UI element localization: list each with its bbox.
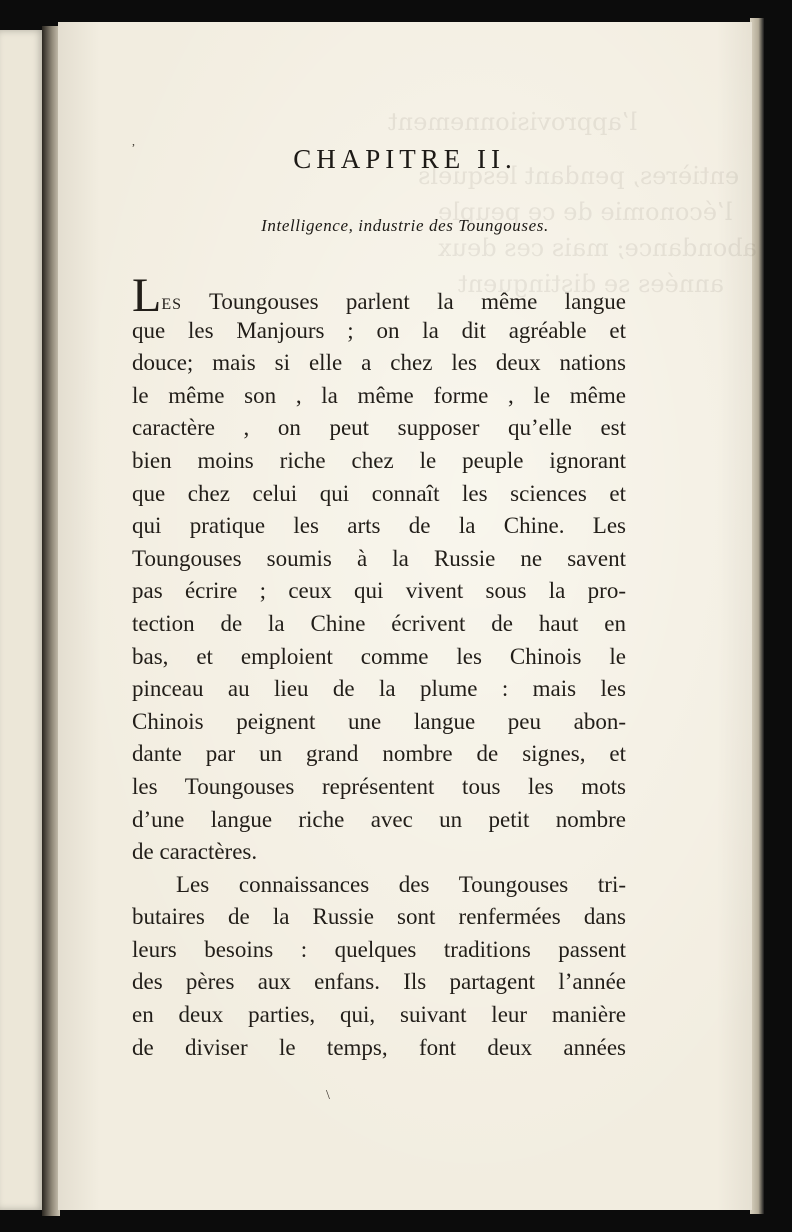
text-line: que les Manjours ; on la dit agréable et xyxy=(132,317,626,343)
text-line: bien moins riche chez le peuple ignorant xyxy=(132,447,626,473)
text-line: de caractères. xyxy=(132,839,258,865)
text-line: en deux parties, qui, suivant leur manière xyxy=(132,1002,626,1028)
text-line: leurs besoins : quelques traditions passent xyxy=(132,936,626,962)
page-speck: , xyxy=(132,134,135,148)
text-line: dante par un grand nombre de signes, et xyxy=(132,741,626,767)
text-line: bas, et emploient comme les Chinois le xyxy=(132,643,626,669)
page-stack-edge xyxy=(750,18,764,1214)
text-line: Chinois peignent une langue peu abon- xyxy=(132,708,626,734)
previous-page-edge xyxy=(0,30,44,1210)
text-line: tection de la Chine écrivent de haut en xyxy=(132,610,626,636)
page-speck: \ xyxy=(326,1088,330,1103)
drop-cap: L xyxy=(132,269,162,322)
text-line: qui pratique les arts de la Chine. Les xyxy=(132,513,626,539)
paragraph-2-first-line: Les connaissances des Toungouses tri- xyxy=(176,871,626,897)
text-line: que chez celui qui connaît les sciences et xyxy=(132,480,626,506)
text-line: pas écrire ; ceux qui vivent sous la pro- xyxy=(132,578,626,604)
paragraph-1-first-line xyxy=(132,269,626,322)
text-line: d’une langue riche avec un petit nombre xyxy=(132,806,626,832)
first-word-smallcaps: ES xyxy=(161,296,182,313)
text-line: des pères aux enfans. Ils partagent l’année xyxy=(132,969,626,995)
text-line: butaires de la Russie sont renfermées dans xyxy=(132,904,626,930)
show-through-text: l’approvisionnement entières, pendant lesquels l’économie de ce peuple abondance; mais ces deux années se distinguent xyxy=(388,108,757,298)
text-line: les Toungouses représentent tous les mots xyxy=(132,773,626,799)
text-line: Toungouses soumis à la Russie ne savent xyxy=(132,545,626,571)
book-page xyxy=(58,22,757,1210)
text-line: douce; mais si elle a chez les deux nations xyxy=(132,350,626,376)
chapter-title: CHAPITRE II. xyxy=(293,144,517,174)
chapter-subtitle: Intelligence, industrie des Toungouses. xyxy=(261,216,549,235)
body-text xyxy=(132,269,626,1064)
text-line: de diviser le temps, font deux années xyxy=(132,1034,626,1060)
text-line: pinceau au lieu de la plume : mais les xyxy=(132,676,626,702)
first-line-text: Toungouses parlent la même langue xyxy=(182,289,626,314)
text-line: caractère , on peut supposer qu’elle est xyxy=(132,415,626,441)
text-line: le même son , la même forme , le même xyxy=(132,382,626,408)
